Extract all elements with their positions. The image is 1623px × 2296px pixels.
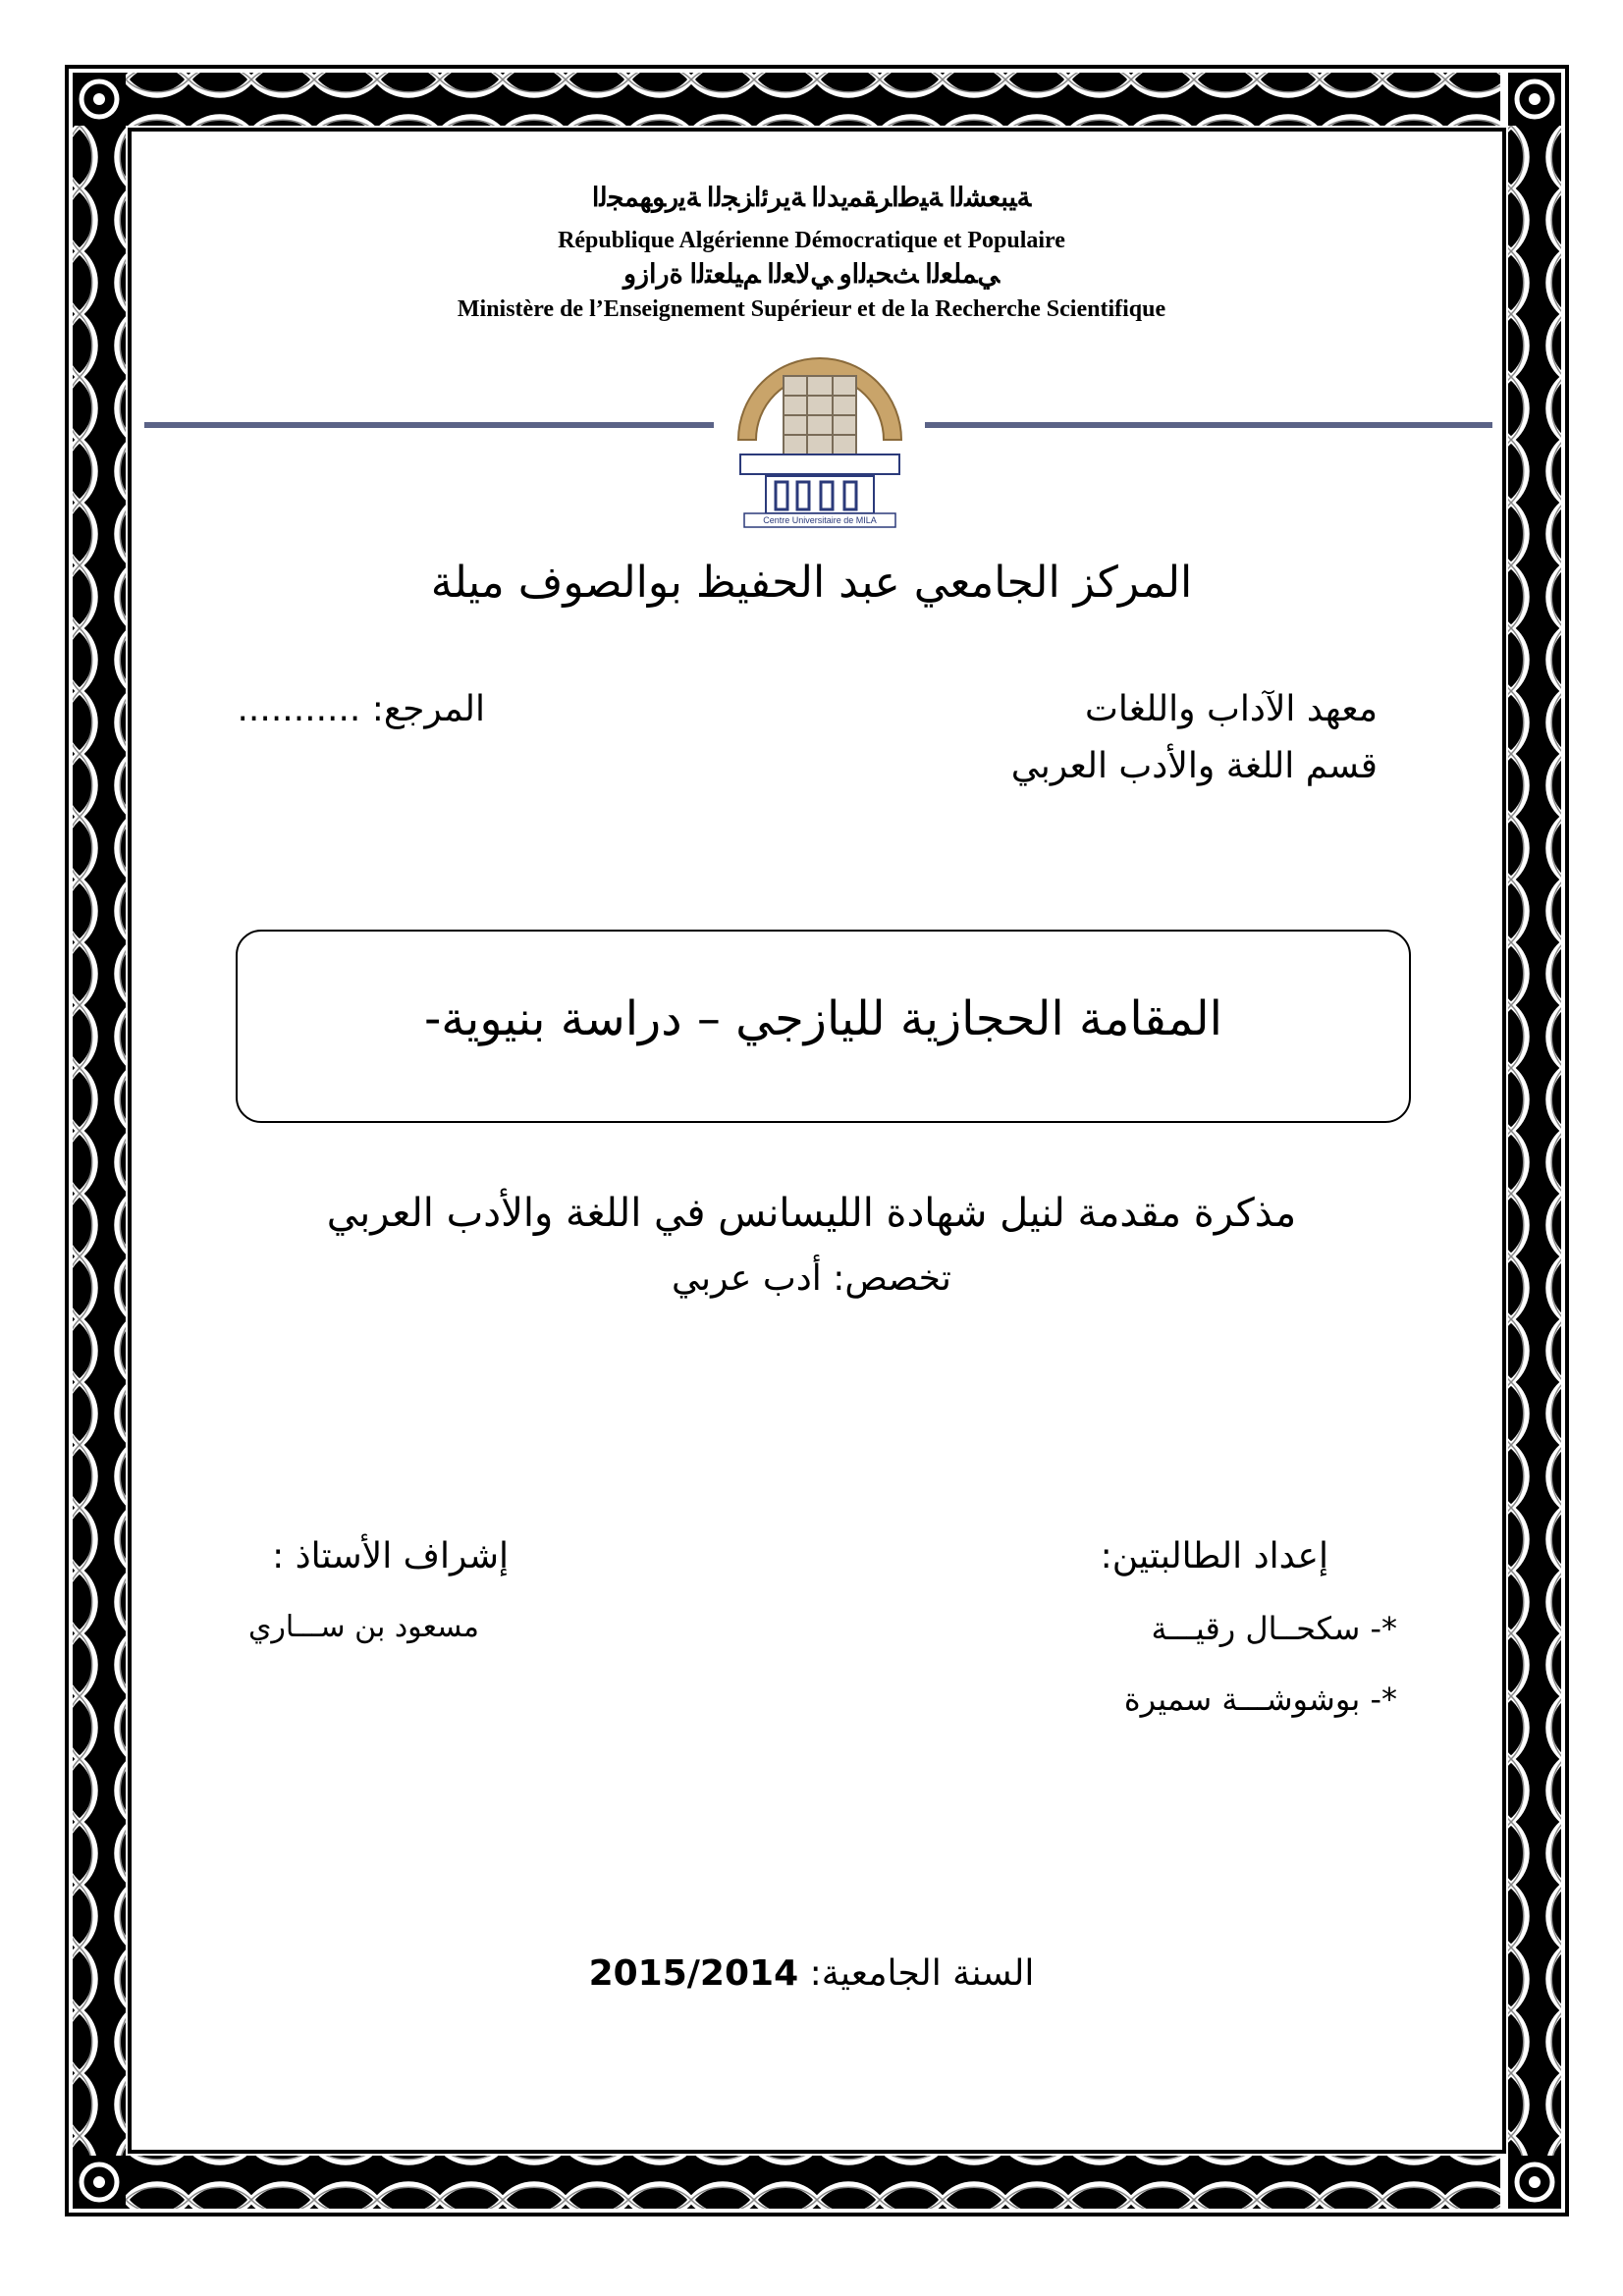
logo-caption: Centre Universitaire de MILA [763, 515, 877, 525]
corner-ornament-top-right [1508, 73, 1561, 126]
academic-year-value: 2015/2014 [588, 1953, 799, 1994]
divider-right [925, 422, 1492, 428]
header-ministry-fr: Ministère de l’Enseignement Supérieur et de la Recherche Scientifique [457, 296, 1166, 322]
thesis-title: المقامة الحجازية لليازجي – دراسة بنيوية- [423, 991, 1223, 1046]
header-republic-fr: République Algérienne Démocratique et Populaire [558, 228, 1065, 253]
divider-left [144, 422, 714, 428]
header-arabic-ministry: ﻲﻤﻠﻌﻟﺍ ﺚﺤﺒﻟﺍﻭ ﻲﻟﺎﻌﻟﺍ ﻢﻴﻠﻌﺘﻟﺍ ﺓﺭﺍﺯﻭ [622, 259, 1001, 289]
institution-name: المركز الجامعي عبد الحفيظ بوالصوف ميلة [430, 558, 1193, 608]
student-marker: *- [1370, 1610, 1397, 1647]
institute-name: معهد الآداب واللغات [1085, 689, 1378, 729]
student-item [985, 1681, 1397, 1718]
logo-graphic [727, 337, 913, 528]
supervisor-name: مسعود بن ســـاري [247, 1610, 479, 1644]
header-arabic-republic: ﺔﻴﺒﻌﺸﻟﺍ ﺔﻴﻃﺍﺮﻘﻤﻳﺪﻟﺍ ﺔﻳﺮﺋﺍﺰﺠﻟﺍ ﺔﻳﺭﻮﻬﻤﺠﻟﺍ [591, 183, 1032, 212]
reference-field: المرجع: ........... [237, 689, 485, 729]
department-name: قسم اللغة والأدب العربي [1010, 746, 1378, 786]
student-item [985, 1610, 1397, 1647]
corner-ornament-bottom-right [1508, 2156, 1561, 2209]
student-marker: *- [1370, 1681, 1397, 1718]
student-name: سكحــال رقيـــة [1151, 1610, 1361, 1647]
corner-ornament-bottom-left [73, 2156, 126, 2209]
university-logo [727, 337, 913, 528]
memo-description: مذكرة مقدمة لنيل شهادة الليسانس في اللغة والأدب العربي [326, 1191, 1297, 1236]
specialty: تخصص: أدب عربي [672, 1258, 951, 1299]
student-name: بوشوشـــة سميرة [1123, 1681, 1361, 1718]
academic-year-label: السنة الجامعية: [809, 1953, 1035, 1994]
academic-year [442, 1953, 1181, 1994]
corner-ornament-top-left [73, 73, 126, 126]
supervisor-heading: إشراف الأستاذ : [272, 1536, 509, 1576]
students-heading: إعداد الطالبتين: [1100, 1536, 1328, 1576]
